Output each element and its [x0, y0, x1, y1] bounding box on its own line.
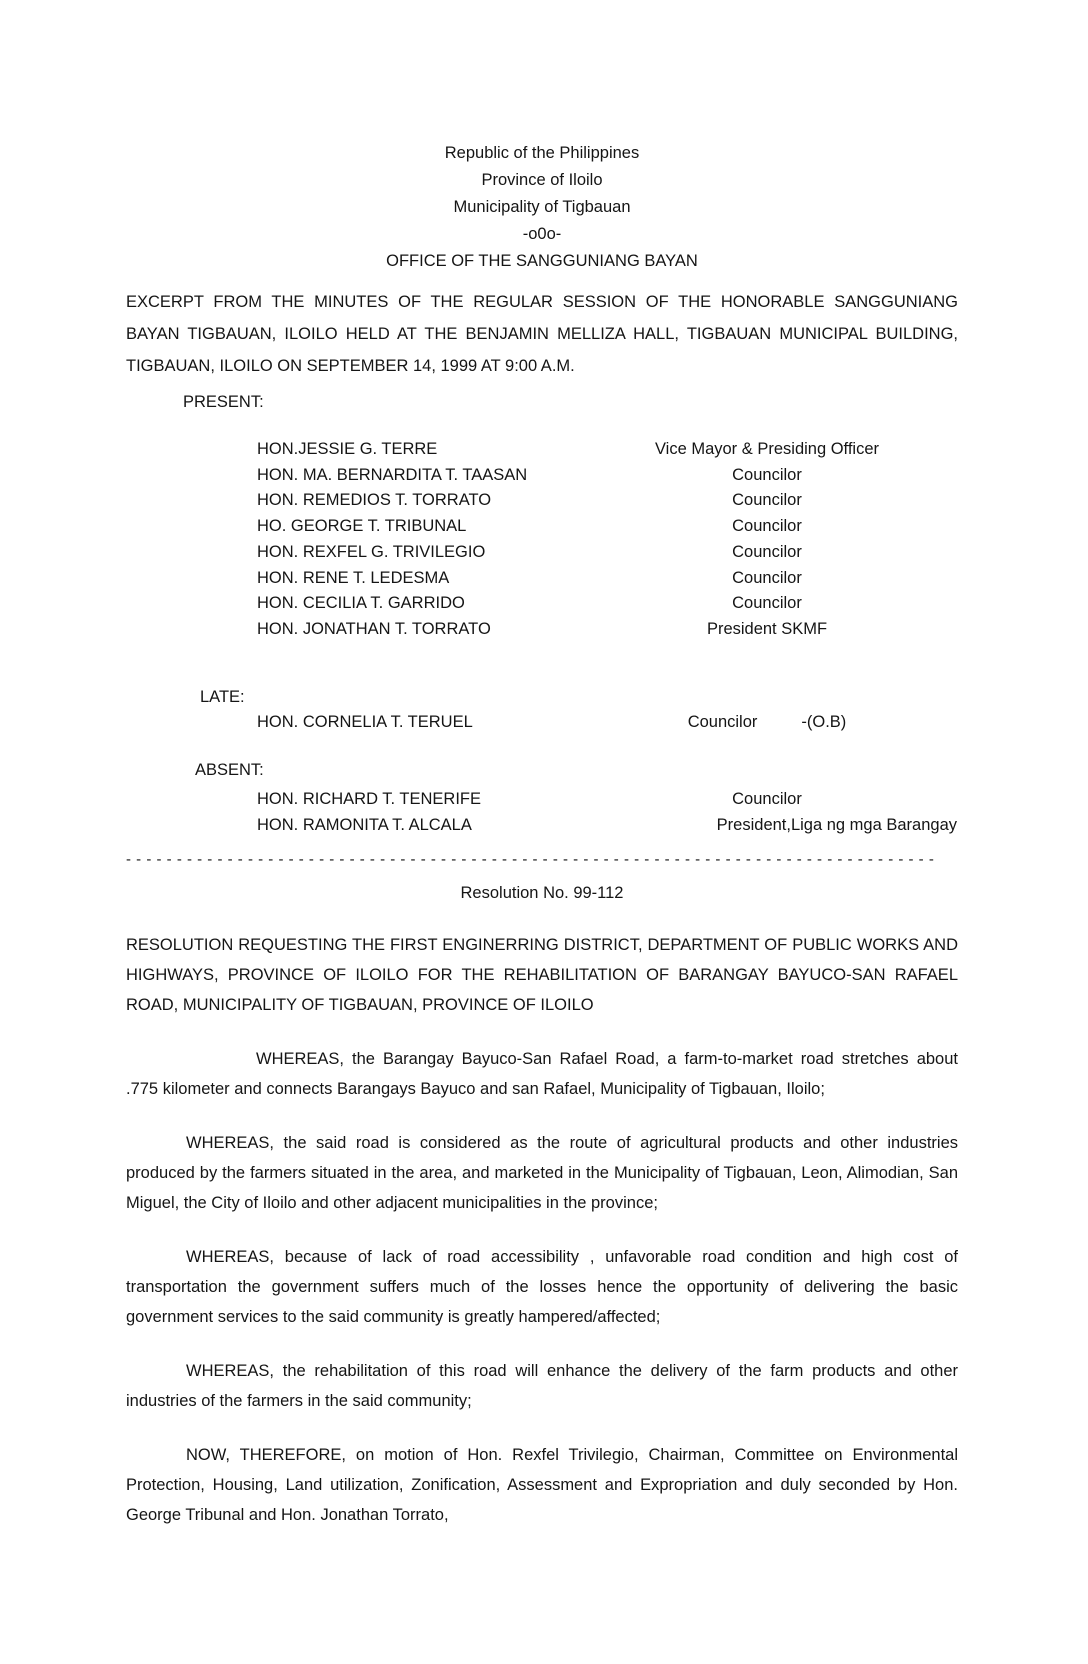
- member-position: Councilor: [732, 542, 802, 561]
- member-name: HON. CORNELIA T. TERUEL: [257, 712, 473, 731]
- member-position: Councilor: [732, 568, 802, 587]
- absent-list: [126, 787, 958, 838]
- member-name: HON. CECILIA T. GARRIDO: [257, 594, 465, 613]
- member-name: HO. GEORGE T. TRIBUNAL: [257, 517, 467, 536]
- member-position: Councilor: [732, 465, 802, 484]
- attendance-row: [126, 540, 958, 566]
- attendance-row: [126, 617, 958, 643]
- whereas-paragraph-1: WHEREAS, the Barangay Bayuco-San Rafael Road, a farm-to-market road stretches about .775 kilometer and connects Barangays Bayuco and san Rafael, Municipality of Tigbauan, Iloilo;: [126, 1049, 958, 1098]
- whereas-paragraph-4: WHEREAS, the rehabilitation of this road will enhance the delivery of the farm products and other industries of the farmers in the said community;: [126, 1361, 958, 1410]
- member-name: HON. RICHARD T. TENERIFE: [257, 790, 481, 809]
- resolve-paragraph: NOW, THEREFORE, on motion of Hon. Rexfel Trivilegio, Chairman, Committee on Environmental Protection, Housing, Land utilization, Zonification, Assessment and Expropriation and duly seconded by Hon. George Tribunal and Hon. Jonathan Torrato,: [126, 1445, 958, 1524]
- member-position: Councilor: [732, 790, 802, 809]
- whereas-paragraph-2: WHEREAS, the said road is considered as the route of agricultural products and other industries produced by the farmers situated in the area, and marketed in the Municipality of Tigbauan, Leon, Alimodian, San Miguel, the City of Iloilo and other adjacent municipalities in the province;: [126, 1133, 958, 1212]
- dashed-separator: - - - - - - - - - - - - - - - - - - - - - - - - - - - - - - - - - - - - - - - - - - - - - - - - - - - - - - - - - - - - - - - - - - - - - - - - - - - - - - - -: [126, 852, 935, 867]
- whereas-paragraph-3: WHEREAS, because of lack of road accessibility , unfavorable road condition and high cost of transportation the government suffers much of the losses hence the opportunity of delivering the basic government services to the said community is greatly hampered/affected;: [126, 1247, 958, 1326]
- member-position-text: Councilor: [687, 712, 758, 731]
- attendance-row: [126, 488, 958, 514]
- excerpt-paragraph: EXCERPT FROM THE MINUTES OF THE REGULAR SESSION OF THE HONORABLE SANGGUNIANG BAYAN TIGBAUAN, ILOILO HELD AT THE BENJAMIN MELLIZA HALL, TIGBAUAN MUNICIPAL BUILDING, TIGBAUAN, ILOILO ON SEPTEMBER 14, 1999 AT 9:00 A.M.: [126, 293, 958, 375]
- member-name: HON. MA. BERNARDITA T. TAASAN: [257, 465, 528, 484]
- late-list: [126, 710, 958, 736]
- header-republic: Republic of the Philippines: [444, 144, 640, 162]
- member-position: President,Liga ng mga Barangay: [716, 816, 957, 835]
- present-label: PRESENT:: [183, 393, 264, 411]
- member-position-note: -(O.B): [801, 712, 847, 731]
- member-position: Councilor: [732, 594, 802, 613]
- attendance-row: [126, 591, 958, 617]
- present-list: [126, 437, 958, 643]
- attendance-row: [126, 710, 958, 736]
- member-position: [577, 710, 957, 736]
- member-name: HON. JONATHAN T. TORRATO: [257, 619, 491, 638]
- resolution-number: Resolution No. 99-112: [460, 883, 624, 902]
- header-province: Province of Iloilo: [481, 171, 603, 189]
- header-ornament: -o0o-: [522, 225, 562, 243]
- member-name: HON. RAMONITA T. ALCALA: [257, 816, 472, 835]
- attendance-row: [126, 566, 958, 592]
- member-name: HON. REXFEL G. TRIVILEGIO: [257, 542, 486, 561]
- late-label: LATE:: [200, 687, 245, 706]
- member-name: HON. RENE T. LEDESMA: [257, 568, 450, 587]
- member-name: HON. REMEDIOS T. TORRATO: [257, 491, 492, 510]
- attendance-row: [126, 463, 958, 489]
- member-position: Councilor: [732, 491, 802, 510]
- member-position: Councilor: [732, 517, 802, 536]
- resolution-title: RESOLUTION REQUESTING THE FIRST ENGINERRING DISTRICT, DEPARTMENT OF PUBLIC WORKS AND HIGHWAYS, PROVINCE OF ILOILO FOR THE REHABILITATION OF BARANGAY BAYUCO-SAN RAFAEL ROAD, MUNICIPALITY OF TIGBAUAN, PROVINCE OF ILOILO: [126, 935, 958, 1014]
- member-position: Vice Mayor & Presiding Officer: [654, 440, 880, 458]
- document-header: [126, 140, 958, 275]
- header-office: OFFICE OF THE SANGGUNIANG BAYAN: [386, 252, 698, 270]
- absent-label: ABSENT:: [195, 761, 264, 780]
- attendance-row: [126, 514, 958, 540]
- header-municipality: Municipality of Tigbauan: [453, 198, 631, 216]
- member-position: President SKMF: [706, 619, 828, 638]
- attendance-row: [126, 813, 958, 839]
- attendance-row: [126, 437, 958, 463]
- attendance-row: [126, 787, 958, 813]
- member-name: HON.JESSIE G. TERRE: [257, 440, 438, 458]
